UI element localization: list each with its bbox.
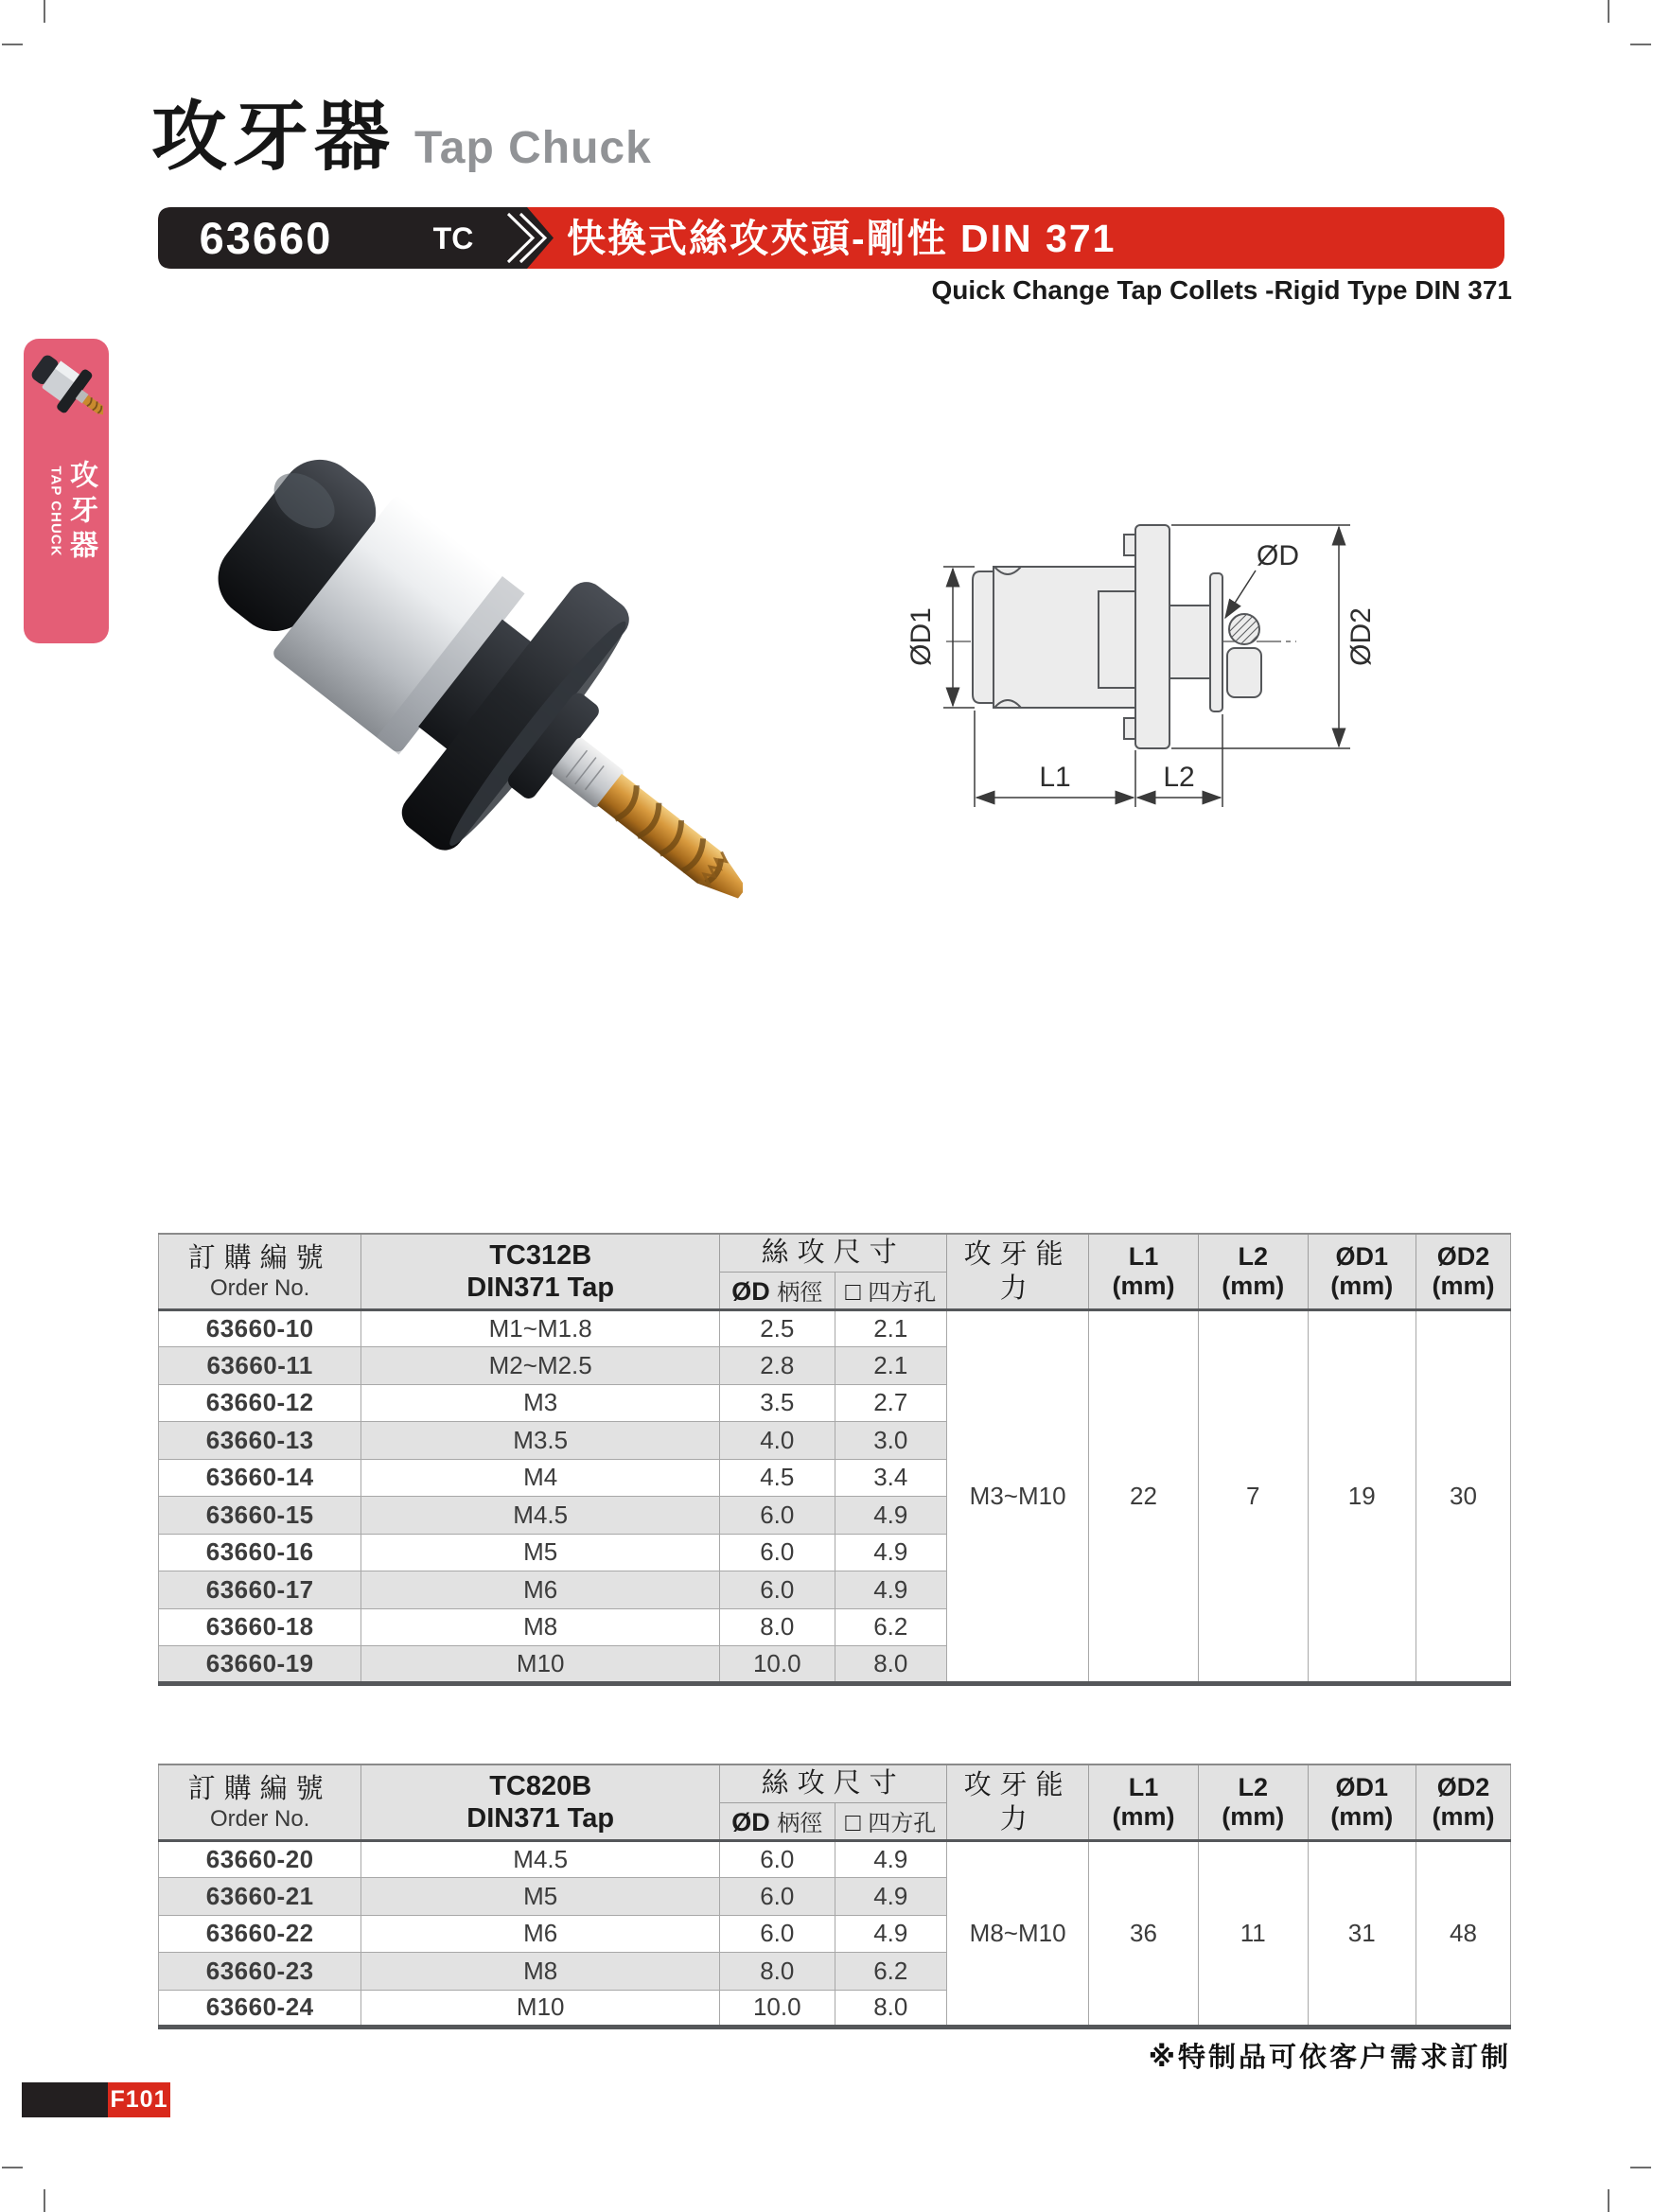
col-model-text: DIN371 Tap — [466, 1272, 615, 1303]
col-l2 — [1198, 1764, 1308, 1840]
dim-label-d2: ØD2 — [1345, 607, 1377, 666]
col-shank-dia-symbol: ØD — [731, 1277, 778, 1306]
square-hole-cell: 3.4 — [835, 1459, 947, 1497]
col-capacity — [947, 1234, 1089, 1309]
shank-dia-cell: 6.0 — [720, 1878, 835, 1916]
tap-range-cell: M6 — [361, 1571, 720, 1609]
col-capacity-text: 攻牙能力 — [963, 1769, 1072, 1835]
tap-range-cell: M10 — [361, 1990, 720, 2028]
col-model-text: TC820B — [489, 1770, 592, 1801]
footer-page-badge — [108, 2082, 170, 2117]
table-row — [159, 1309, 1511, 1347]
col-shank-dia-symbol: ØD — [731, 1808, 778, 1836]
order-no-cell: 63660-23 — [159, 1953, 361, 1991]
crop-mark — [2, 44, 23, 45]
order-no-cell: 63660-13 — [159, 1422, 361, 1460]
shank-dia-cell: 10.0 — [720, 1646, 835, 1684]
shank-dia-cell: 8.0 — [720, 1608, 835, 1646]
col-d1 — [1308, 1234, 1416, 1309]
l1-cell: 22 — [1089, 1309, 1199, 1683]
spec-table — [158, 1764, 1511, 2029]
col-l1-text: (mm) — [1112, 1271, 1175, 1300]
tap-range-cell: M4.5 — [361, 1497, 720, 1535]
crop-mark — [44, 0, 45, 23]
order-no-cell: 63660-12 — [159, 1384, 361, 1422]
shank-end — [1227, 648, 1261, 697]
body-end-cap — [973, 571, 995, 703]
col-model-text: DIN371 Tap — [466, 1802, 615, 1834]
col-square-hole-symbol: □ — [845, 1808, 869, 1836]
shank-dia-cell: 2.5 — [720, 1309, 835, 1347]
tap-range-cell: M5 — [361, 1878, 720, 1916]
col-shank-dia — [720, 1272, 835, 1309]
order-no-cell: 63660-15 — [159, 1497, 361, 1535]
shank-dia-cell: 6.0 — [720, 1534, 835, 1571]
sidebar-tab — [24, 339, 109, 643]
banner-subtitle: Quick Change Tap Collets -Rigid Type DIN 371 — [931, 275, 1512, 305]
crop-mark — [44, 2189, 45, 2212]
sidebar-thumb-image — [29, 346, 103, 437]
tap-range-cell: M8 — [361, 1953, 720, 1991]
dim-label-d1: ØD1 — [906, 607, 937, 666]
col-l1-text: L1 — [1128, 1241, 1159, 1271]
col-l1 — [1089, 1234, 1199, 1309]
sidebar-label-cjk: 攻牙器 — [65, 460, 97, 565]
banner-title: 快換式絲攻夾頭-剛性 DIN 371 — [567, 217, 1117, 260]
dim-label-d: ØD — [1257, 540, 1299, 571]
col-order — [159, 1764, 361, 1840]
col-l2-text: (mm) — [1222, 1271, 1285, 1300]
shank-dia-cell: 6.0 — [720, 1915, 835, 1953]
tap-range-cell: M4 — [361, 1459, 720, 1497]
page-title: 攻牙器 — [151, 95, 396, 179]
order-no-cell: 63660-11 — [159, 1347, 361, 1385]
col-tap-size-group — [720, 1764, 947, 1802]
order-no-cell: 63660-10 — [159, 1309, 361, 1347]
col-d1-text: (mm) — [1330, 1801, 1394, 1831]
col-model-text: TC312B — [489, 1239, 592, 1271]
order-no-cell: 63660-18 — [159, 1608, 361, 1646]
capacity-cell: M3~M10 — [947, 1309, 1089, 1683]
drive-pin — [1229, 614, 1259, 644]
shank-dia-cell: 2.8 — [720, 1347, 835, 1385]
col-square-hole — [835, 1802, 947, 1840]
order-no-cell: 63660-21 — [159, 1878, 361, 1916]
col-tap-size-group-text: 絲攻尺寸 — [761, 1768, 906, 1799]
col-l2-text: L2 — [1238, 1241, 1268, 1271]
tap-range-cell: M8 — [361, 1608, 720, 1646]
washer — [1210, 573, 1222, 711]
shank-dia-cell: 4.5 — [720, 1459, 835, 1497]
square-hole-cell: 4.9 — [835, 1915, 947, 1953]
order-no-cell: 63660-17 — [159, 1571, 361, 1609]
order-no-cell: 63660-16 — [159, 1534, 361, 1571]
col-d2-text: ØD2 — [1436, 1241, 1490, 1271]
shank-dia-cell: 10.0 — [720, 1990, 835, 2028]
tap-range-cell: M3.5 — [361, 1422, 720, 1460]
l1-cell: 36 — [1089, 1840, 1199, 2028]
order-no-cell: 63660-14 — [159, 1459, 361, 1497]
crop-mark — [1608, 2189, 1609, 2212]
col-d2-text: ØD2 — [1436, 1772, 1490, 1801]
shank-dia-cell: 3.5 — [720, 1384, 835, 1422]
shank-dia-cell: 6.0 — [720, 1497, 835, 1535]
col-model — [361, 1764, 720, 1840]
col-shank-dia — [720, 1802, 835, 1840]
tap-range-cell: M2~M2.5 — [361, 1347, 720, 1385]
product-banner — [158, 207, 1504, 269]
header-row — [159, 1234, 1511, 1272]
table-body — [159, 1840, 1511, 2028]
col-d1-text: (mm) — [1330, 1271, 1394, 1300]
collet-body — [994, 567, 1135, 708]
flange — [1135, 525, 1169, 748]
shank-dia-cell: 6.0 — [720, 1840, 835, 1878]
col-d1-text: ØD1 — [1335, 1241, 1389, 1271]
col-square-hole-label: 四方孔 — [868, 1280, 937, 1306]
tap-range-cell: M1~M1.8 — [361, 1309, 720, 1347]
spec-table-2 — [158, 1764, 1511, 2029]
table-header — [159, 1234, 1511, 1309]
capacity-cell: M8~M10 — [947, 1840, 1089, 2028]
shank-dia-cell: 6.0 — [720, 1571, 835, 1609]
page-number: F101 — [110, 2086, 168, 2113]
col-d2-text: (mm) — [1432, 1271, 1495, 1300]
d1-cell: 31 — [1308, 1840, 1416, 2028]
col-l2 — [1198, 1234, 1308, 1309]
custom-order-note: ※特制品可依客户需求訂制 — [1148, 2043, 1511, 2073]
sidebar-label-en: TAP CHUCK — [47, 465, 64, 557]
col-tap-size-group — [720, 1234, 947, 1272]
l2-cell: 7 — [1198, 1309, 1308, 1683]
header-row — [159, 1764, 1511, 1802]
square-hole-cell: 4.9 — [835, 1571, 947, 1609]
col-square-hole-symbol: □ — [845, 1277, 869, 1306]
col-order-text: Order No. — [209, 1805, 310, 1832]
shank-dia-cell: 4.0 — [720, 1422, 835, 1460]
footer-bar — [22, 2082, 108, 2117]
square-hole-cell: 8.0 — [835, 1646, 947, 1684]
col-l1-text: (mm) — [1112, 1801, 1175, 1831]
dim-label-l1: L1 — [1039, 762, 1071, 793]
tap-range-cell: M4.5 — [361, 1840, 720, 1878]
col-l2-text: (mm) — [1222, 1801, 1285, 1831]
col-d1-text: ØD1 — [1335, 1772, 1389, 1801]
col-tap-size-group-text: 絲攻尺寸 — [761, 1238, 906, 1269]
dim-label-l2: L2 — [1163, 762, 1195, 793]
col-shank-dia-label: 柄徑 — [777, 1280, 823, 1306]
col-square-hole — [835, 1272, 947, 1309]
order-no-cell: 63660-20 — [159, 1840, 361, 1878]
spec-table-1 — [158, 1233, 1511, 1686]
square-hole-cell: 4.9 — [835, 1878, 947, 1916]
crop-mark — [1630, 44, 1651, 45]
page-title-row — [151, 95, 652, 180]
square-hole-cell: 6.2 — [835, 1953, 947, 1991]
crop-mark — [2, 2167, 23, 2168]
crop-mark — [1608, 0, 1609, 23]
d1-cell: 19 — [1308, 1309, 1416, 1683]
col-l2-text: L2 — [1238, 1772, 1268, 1801]
crop-mark — [1630, 2167, 1651, 2168]
banner-code: 63660 — [199, 213, 333, 263]
col-d2 — [1416, 1234, 1510, 1309]
square-hole-cell: 4.9 — [835, 1497, 947, 1535]
square-hole-cell: 2.1 — [835, 1309, 947, 1347]
col-shank-dia-label: 柄徑 — [777, 1811, 823, 1836]
tap-range-cell: M10 — [361, 1646, 720, 1684]
col-square-hole-label: 四方孔 — [868, 1811, 937, 1836]
square-hole-cell: 4.9 — [835, 1840, 947, 1878]
table-header — [159, 1764, 1511, 1840]
page-title-en: Tap Chuck — [414, 123, 652, 173]
col-l1 — [1089, 1764, 1199, 1840]
table-body — [159, 1309, 1511, 1683]
square-hole-cell: 6.2 — [835, 1608, 947, 1646]
col-model — [361, 1234, 720, 1309]
d2-cell: 48 — [1416, 1840, 1510, 2028]
technical-drawing — [894, 468, 1405, 847]
product-photo — [175, 364, 743, 1017]
order-no-cell: 63660-22 — [159, 1915, 361, 1953]
d2-cell: 30 — [1416, 1309, 1510, 1683]
l2-cell: 11 — [1198, 1840, 1308, 2028]
col-l1-text: L1 — [1128, 1772, 1159, 1801]
shank-dia-cell: 8.0 — [720, 1953, 835, 1991]
tap-range-cell: M3 — [361, 1384, 720, 1422]
col-order-text: Order No. — [209, 1274, 310, 1301]
spec-table — [158, 1233, 1511, 1686]
col-d2-text: (mm) — [1432, 1801, 1495, 1831]
col-capacity-text: 攻牙能力 — [963, 1238, 1072, 1304]
square-hole-cell: 3.0 — [835, 1422, 947, 1460]
order-no-cell: 63660-24 — [159, 1990, 361, 2028]
square-hole-cell: 4.9 — [835, 1534, 947, 1571]
col-order-text: 訂購編號 — [187, 1773, 332, 1804]
col-order-text: 訂購編號 — [187, 1242, 332, 1273]
table-row — [159, 1840, 1511, 1878]
tap-bit — [597, 774, 743, 909]
square-hole-cell: 2.1 — [835, 1347, 947, 1385]
order-no-cell: 63660-19 — [159, 1646, 361, 1684]
square-hole-cell: 8.0 — [835, 1990, 947, 2028]
tap-range-cell: M5 — [361, 1534, 720, 1571]
col-d2 — [1416, 1764, 1510, 1840]
banner-series: TC — [432, 221, 474, 255]
tap-range-cell: M6 — [361, 1915, 720, 1953]
square-hole-cell: 2.7 — [835, 1384, 947, 1422]
col-d1 — [1308, 1764, 1416, 1840]
col-order — [159, 1234, 361, 1309]
col-capacity — [947, 1764, 1089, 1840]
